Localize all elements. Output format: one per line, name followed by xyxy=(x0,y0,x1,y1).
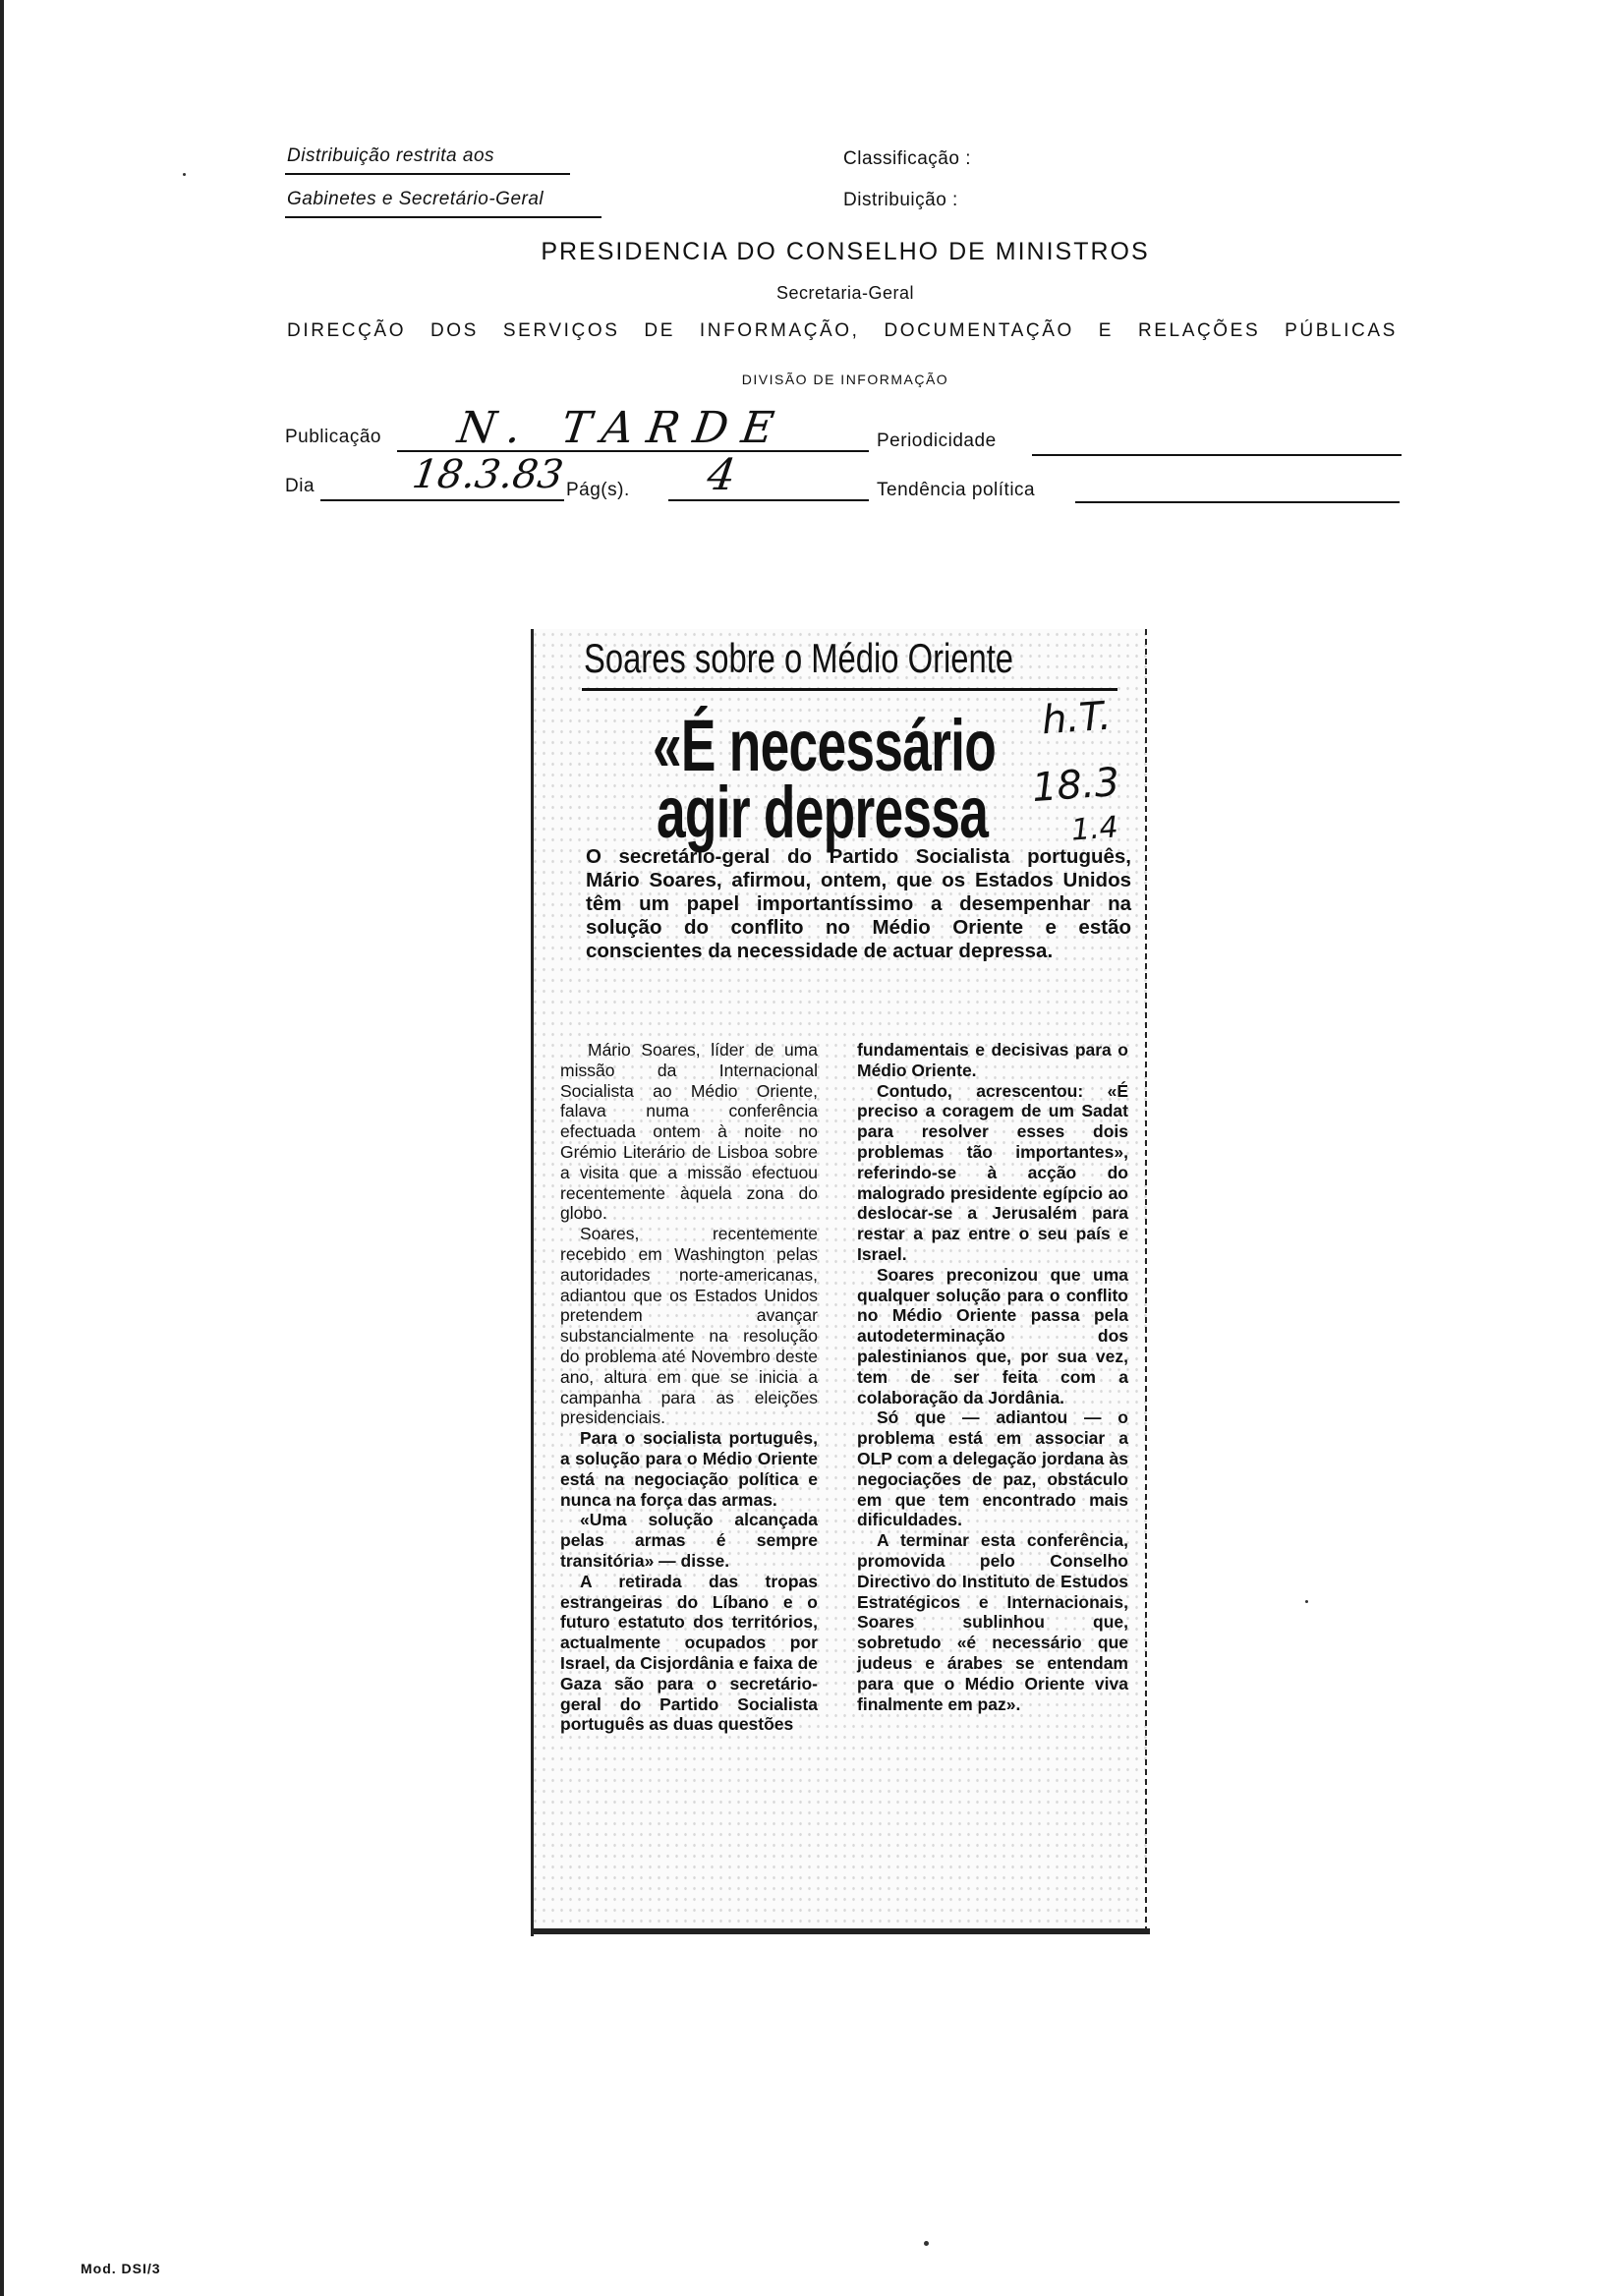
directorate-word: DIRECÇÃO xyxy=(287,320,407,341)
page-left-edge xyxy=(0,0,4,2296)
periodicidade-line xyxy=(1032,454,1402,456)
headline-line2: agir depressa xyxy=(657,772,989,853)
headline-line1: «É necessário xyxy=(653,705,997,786)
clipping-bottom-border xyxy=(531,1928,1150,1934)
column-paragraph: A retirada das tropas estrangeiras do Líbano e o futuro estatuto dos territórios, actualmente ocupados por Israel, da Cisjordânia e faixa de Gaza são para o secretário-geral do Partido Socialista português as duas questões xyxy=(560,1571,818,1735)
column-paragraph: Para o socialista português, a solução para o Médio Oriente está na negociação política e nunca na força das armas. xyxy=(560,1428,818,1510)
kicker-rule xyxy=(582,688,1117,691)
directorate-word: RELAÇÕES xyxy=(1137,320,1261,341)
clipping-kicker: Soares sobre o Médio Oriente xyxy=(584,635,1014,681)
column-paragraph: Só que — adiantou — o problema está em associar a OLP com a delegação jordana às negociações de paz, obstáculo em que tem encontrado mais dificuldades. xyxy=(857,1407,1128,1530)
pag-label: Pág(s). xyxy=(566,480,630,500)
directorate-line xyxy=(287,320,1398,342)
restricted-distribution-line1: Distribuição restrita aos xyxy=(287,145,495,166)
header-rule-2 xyxy=(285,216,602,218)
publicacao-label: Publicação xyxy=(285,427,381,447)
column-paragraph: Soares preconizou que uma qualquer solução para o conflito no Médio Oriente passa pela autodeterminação dos palestinianos que, por sua vez, tem de ser feita com a colaboração da Jordânia. xyxy=(857,1264,1128,1407)
clipping-column-2 xyxy=(857,1040,1128,1714)
column-paragraph: fundamentais e decisivas para o Médio Oriente. xyxy=(857,1040,1128,1080)
dia-label: Dia xyxy=(285,476,315,496)
periodicidade-label: Periodicidade xyxy=(877,430,997,451)
directorate-word: PÚBLICAS xyxy=(1285,320,1398,341)
clipping-right-border xyxy=(1145,629,1147,1936)
clipping-column-1 xyxy=(560,1040,818,1735)
clipping-left-border xyxy=(531,629,534,1936)
restricted-distribution-line2: Gabinetes e Secretário-Geral xyxy=(287,189,544,209)
dia-line xyxy=(320,499,564,501)
distribuicao-label: Distribuição : xyxy=(843,190,958,210)
clipping-lead-paragraph: O secretário-geral do Partido Socialista português, Mário Soares, afirmou, ontem, que os Estados Unidos têm um papel importantíssimo a desempenhar na solução do conflito no Médio Oriente e estão conscientes da necessidade de actuar depressa. xyxy=(586,845,1131,962)
column-paragraph: Contudo, acrescentou: «É preciso a coragem de um Sadat para resolver esses dois problemas tão importantes», referindo-se à acção do malogrado presidente egípcio ao deslocar-se a Jerusalém para restar a paz entre o seu país e Israel. xyxy=(857,1080,1128,1264)
directorate-word: SERVIÇOS xyxy=(502,320,620,341)
pag-line xyxy=(668,499,869,501)
institution-subtitle: Secretaria-Geral xyxy=(775,283,915,303)
column-paragraph: A terminar esta conferência, promovida pelo Conselho Directivo do Instituto de Estudos Estratégicos e Internacionais, Soares sublinhou que, sobretudo «é necessário que judeus e árabes se entendam para que o Médio Oriente viva finalmente em paz». xyxy=(857,1530,1128,1714)
scan-speck xyxy=(183,173,186,176)
dia-handwritten-value: 18.3.83 xyxy=(409,452,566,497)
directorate-word: E xyxy=(1098,320,1115,341)
classificacao-label: Classificação : xyxy=(843,148,971,169)
handwritten-note-3: 1.4 xyxy=(1069,810,1119,848)
publicacao-handwritten-value: N. TARDE xyxy=(454,403,791,453)
directorate-word: INFORMAÇÃO, xyxy=(699,320,860,341)
tendencia-line xyxy=(1075,501,1400,503)
column-paragraph: «Uma solução alcançada pelas armas é sempre transitória» — disse. xyxy=(560,1510,818,1571)
scan-speck xyxy=(1305,1600,1308,1603)
handwritten-note-1: h.T. xyxy=(1040,693,1113,744)
pag-handwritten-value: 4 xyxy=(704,450,739,500)
directorate-word: DOS xyxy=(430,320,479,341)
scan-speck xyxy=(924,2241,929,2246)
division-label: DIVISÃO DE INFORMAÇÃO xyxy=(741,372,949,387)
institution-title: PRESIDENCIA DO CONSELHO DE MINISTROS xyxy=(541,238,1150,265)
header-rule-1 xyxy=(285,173,570,175)
tendencia-label: Tendência política xyxy=(877,480,1036,500)
column-paragraph: Mário Soares, líder de uma missão da Internacional Socialista ao Médio Oriente, falava numa conferência efectuada ontem à noite no Grémio Literário de Lisboa sobre a visita que a missão efectuou recentemente àquela zona do globo. xyxy=(560,1040,818,1224)
form-code: Mod. DSI/3 xyxy=(81,2261,161,2276)
directorate-word: DE xyxy=(644,320,676,341)
directorate-word: DOCUMENTAÇÃO xyxy=(884,320,1074,341)
handwritten-note-2: 18.3 xyxy=(1030,759,1121,812)
column-paragraph: Soares, recentemente recebido em Washington pelas autoridades norte-americanas, adiantou que os Estados Unidos pretendem avançar substancialmente na resolução do problema até Novembro deste ano, altura em que se inicia a campanha para as eleições presidenciais. xyxy=(560,1224,818,1428)
